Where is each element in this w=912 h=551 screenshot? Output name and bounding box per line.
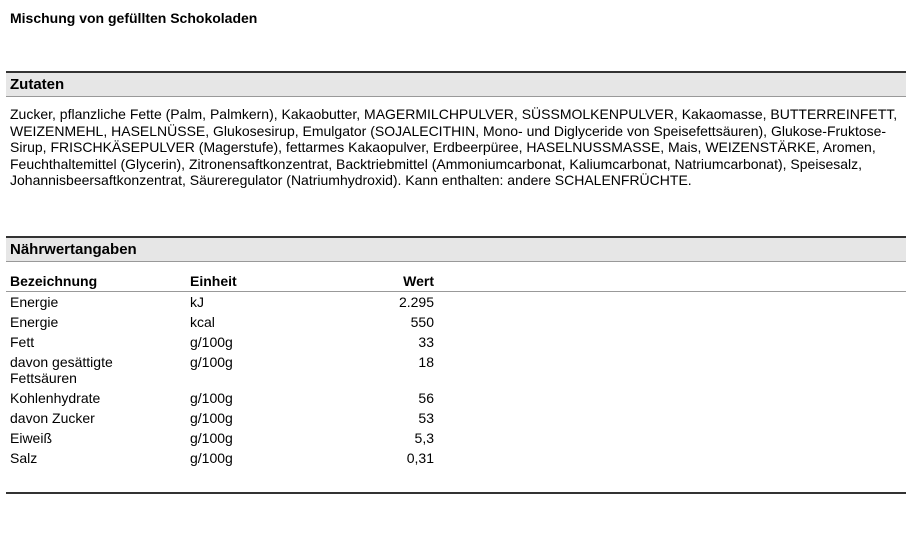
row-name: Energie <box>10 294 59 310</box>
row-value: 18 <box>418 354 434 370</box>
ingredients-header <box>6 71 906 97</box>
row-unit: g/100g <box>190 334 233 350</box>
row-unit: kcal <box>190 314 215 330</box>
row-name: davon gesättigte Fettsäuren <box>10 354 113 386</box>
row-unit: g/100g <box>190 354 233 370</box>
row-name: Eiweiß <box>10 430 53 446</box>
column-header-spacer <box>436 271 906 292</box>
row-name: Kohlenhydrate <box>10 390 101 406</box>
row-unit: kJ <box>190 294 204 310</box>
nutrition-heading: Nährwertangaben <box>10 241 137 258</box>
row-unit: g/100g <box>190 450 233 466</box>
nutrition-header <box>6 236 906 262</box>
row-unit: g/100g <box>190 430 233 446</box>
nutrition-table-header-row <box>6 271 906 292</box>
row-value: 0,31 <box>406 450 434 466</box>
nutrition-table <box>6 271 906 474</box>
table-row <box>6 428 906 448</box>
row-value: 53 <box>418 410 434 426</box>
row-value: 5,3 <box>414 430 434 446</box>
table-row <box>6 408 906 428</box>
column-header-value: Wert <box>403 273 434 289</box>
row-value: 550 <box>410 314 434 330</box>
row-name: Salz <box>10 450 38 466</box>
column-header-unit: Einheit <box>190 273 237 289</box>
row-name: Energie <box>10 314 59 330</box>
row-name: Fett <box>10 334 35 350</box>
table-row <box>6 448 906 474</box>
row-value: 33 <box>418 334 434 350</box>
table-row <box>6 352 906 388</box>
table-row <box>6 312 906 332</box>
table-row <box>6 332 906 352</box>
page-title: Mischung von gefüllten Schokoladen <box>10 10 258 26</box>
table-row <box>6 388 906 408</box>
table-bottom-divider <box>6 492 906 494</box>
row-unit: g/100g <box>190 390 233 406</box>
row-name: davon Zucker <box>10 410 95 426</box>
column-header-name: Bezeichnung <box>10 273 98 289</box>
row-value: 56 <box>418 390 434 406</box>
ingredients-text: Zucker, pflanzliche Fette (Palm, Palmkern), Kakaobutter, MAGERMILCHPULVER, SÜSSMOLKENPULVER, Kakaomasse, BUTTERREINFETT, WEIZENMEHL, HASELNÜSSE, Glukosesirup, Emulgator (SOJALECITHIN, Mono- und Diglyceride von Speisefettsäuren), Glukose-Fruktose-Sirup, FRISCHKÄSEPULVER (Magerstufe), fettarmes Kakaopulver, Erdbeerpüree, HASELNUSSMASSE, Mais, WEIZENSTÄRKE, Aromen, Feuchthaltemittel (Glycerin), Zitronensaftkonzentrat, Backtriebmittel (Ammoniumcarbonat, Kaliumcarbonat, Natriumcarbonat), Speisesalz, Johannisbeersaftkonzentrat, Säureregulator (Natriumhydroxid). Kann enthalten: andere SCHALENFRÜCHTE. <box>10 106 898 189</box>
row-value: 2.295 <box>398 294 434 310</box>
row-unit: g/100g <box>190 410 233 426</box>
table-row <box>6 292 906 313</box>
ingredients-heading: Zutaten <box>10 76 65 93</box>
